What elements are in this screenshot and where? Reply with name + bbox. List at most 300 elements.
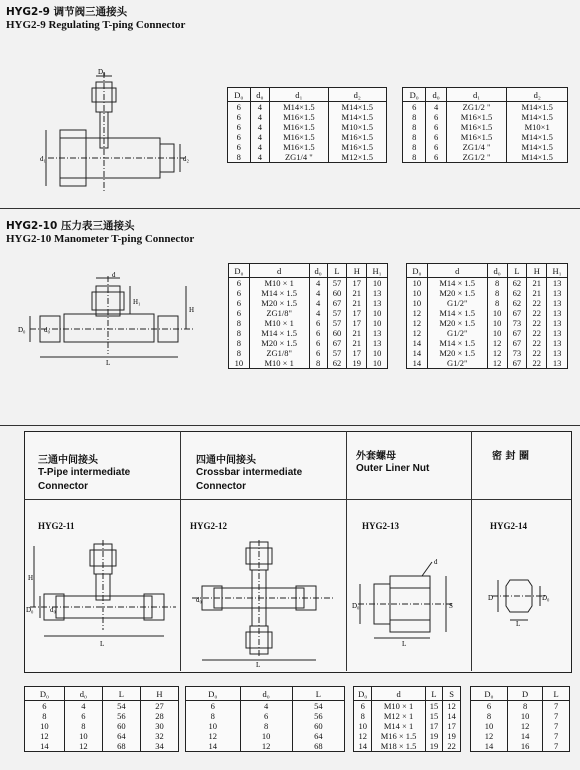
table-cell: 6	[25, 701, 65, 712]
table-cell: 10	[407, 278, 428, 289]
table-row	[471, 731, 570, 741]
table-cell: M14 × 1.5	[249, 328, 309, 338]
table-row	[25, 701, 179, 712]
table-cell: 22	[443, 741, 461, 752]
sec2-title-cn: HYG2-10 压力表三通接头	[6, 220, 135, 232]
svg-text:D₀: D₀	[26, 606, 34, 614]
table-cell: 8	[229, 348, 250, 358]
table-cell: 8	[487, 298, 507, 308]
table-cell: 6	[403, 102, 426, 113]
table-cell: M14×1.5	[328, 112, 386, 122]
hyg2-13-drawing	[352, 556, 464, 646]
table-row	[471, 711, 570, 721]
table-cell: M20 × 1.5	[427, 288, 487, 298]
column-header: d₂	[507, 88, 568, 102]
table-cell: 13	[547, 278, 568, 289]
table-cell: 8	[309, 358, 327, 369]
table-cell: 64	[292, 731, 344, 741]
table-cell: 6	[228, 112, 251, 122]
column-header: D₀	[186, 687, 241, 701]
table-row	[471, 741, 570, 752]
table-cell: 6	[229, 308, 250, 318]
table-cell: 8	[240, 721, 292, 731]
hyg2-14-table	[470, 686, 570, 752]
table-cell: 13	[547, 318, 568, 328]
table-cell: 21	[527, 288, 547, 298]
table-cell: M10 × 1	[249, 278, 309, 289]
svg-text:D₀: D₀	[18, 326, 26, 334]
table-row	[354, 721, 461, 731]
table-cell: M12×1.5	[328, 152, 386, 163]
table-cell: 7	[543, 721, 570, 731]
table-cell: 12	[487, 348, 507, 358]
table-cell: ZG1/8"	[249, 308, 309, 318]
table-cell: 4	[64, 701, 102, 712]
svg-text:L: L	[402, 640, 407, 648]
table-row	[186, 731, 345, 741]
table-row	[186, 701, 345, 712]
table-cell: 13	[547, 298, 568, 308]
table-row	[229, 278, 388, 289]
table-cell: 22	[527, 358, 547, 369]
table-row	[407, 358, 568, 369]
table-cell: 27	[140, 701, 178, 712]
table-cell: M20 × 1.5	[249, 338, 309, 348]
table-cell: 17	[347, 308, 367, 318]
column-header: D₀	[228, 88, 251, 102]
table-cell: M14×1.5	[507, 112, 568, 122]
column-header: H	[347, 264, 367, 278]
table-cell: 6	[229, 278, 250, 289]
column-header: d₀	[64, 687, 102, 701]
table-cell: M14 × 1.5	[249, 288, 309, 298]
table-cell: 12	[443, 701, 461, 712]
caption-hyg2-12: 四通中间接头 Crossbar intermediate Connector	[196, 455, 303, 492]
svg-text:L: L	[106, 359, 111, 367]
svg-text:d₀: d₀	[50, 606, 56, 614]
table-cell: 67	[327, 338, 347, 348]
table-cell: M14×1.5	[270, 102, 328, 113]
hyg2-13-table	[353, 686, 461, 752]
table-cell: 6	[228, 132, 251, 142]
table-cell: 54	[102, 701, 140, 712]
table-row	[229, 318, 388, 328]
table-cell: 57	[327, 308, 347, 318]
table-cell: 8	[229, 338, 250, 348]
table-cell: 60	[327, 288, 347, 298]
table-cell: 4	[240, 701, 292, 712]
table-cell: M16×1.5	[328, 132, 386, 142]
column-header: d	[427, 264, 487, 278]
table-cell: 10	[507, 711, 542, 721]
table-cell: 8	[403, 132, 426, 142]
table-cell: 10	[240, 731, 292, 741]
table-cell: 60	[327, 328, 347, 338]
column-header: d₀	[426, 88, 446, 102]
table-cell: 13	[367, 288, 388, 298]
label-d2: d₂	[183, 155, 189, 163]
table-cell: 22	[527, 318, 547, 328]
table-cell: M16×1.5	[270, 132, 328, 142]
table-cell: M14 × 1.5	[427, 338, 487, 348]
column-header: d₀	[487, 264, 507, 278]
table-row	[228, 122, 387, 132]
table-cell: M16 × 1.5	[372, 731, 425, 741]
column-header: d₂	[328, 88, 386, 102]
table-row	[354, 701, 461, 712]
table-cell: 6	[228, 122, 251, 132]
table-cell: 6	[229, 298, 250, 308]
table-cell: ZG1/8"	[249, 348, 309, 358]
model-hyg2-13: HYG2-13	[362, 521, 399, 531]
table-cell: M14×1.5	[507, 142, 568, 152]
table-header-row	[407, 264, 568, 278]
table-cell: 19	[347, 358, 367, 369]
table-cell: 60	[102, 721, 140, 731]
caption-hyg2-13: 外套螺母 Outer Liner Nut	[356, 451, 430, 474]
model-hyg2-11: HYG2-11	[38, 521, 75, 531]
svg-text:d: d	[112, 271, 116, 279]
table-cell: 6	[64, 711, 102, 721]
column-header: D	[507, 687, 542, 701]
table-cell: 57	[327, 318, 347, 328]
table-cell: 22	[527, 328, 547, 338]
table-cell: 13	[367, 298, 388, 308]
table-row	[354, 711, 461, 721]
sec1-title-cn: HYG2-9 调节阀三通接头	[6, 6, 128, 18]
table-cell: 14	[471, 741, 508, 752]
table-cell: 6	[309, 338, 327, 348]
table-cell: 8	[228, 152, 251, 163]
table-cell: 6	[426, 112, 446, 122]
table-cell: 10	[487, 328, 507, 338]
table-cell: 12	[64, 741, 102, 752]
table-cell: 67	[327, 298, 347, 308]
table-row	[229, 308, 388, 318]
table-row	[407, 288, 568, 298]
table-cell: 16	[507, 741, 542, 752]
table-cell: 8	[186, 711, 241, 721]
table-cell: M16×1.5	[446, 132, 507, 142]
table-cell: 67	[507, 328, 527, 338]
table-cell: 22	[527, 298, 547, 308]
column-header: H	[140, 687, 178, 701]
table-cell: 13	[547, 348, 568, 358]
table-cell: 8	[471, 711, 508, 721]
table-cell: M16×1.5	[270, 112, 328, 122]
table-row	[407, 338, 568, 348]
table-row	[186, 711, 345, 721]
section-divider-1	[0, 208, 580, 209]
table-cell: 17	[347, 318, 367, 328]
table-cell: 10	[487, 318, 507, 328]
hyg2-9-table-a	[227, 87, 387, 163]
table-cell: 14	[407, 358, 428, 369]
hyg2-11-table	[24, 686, 179, 752]
table-row	[25, 711, 179, 721]
table-cell: M10×1.5	[328, 122, 386, 132]
svg-text:d₀: d₀	[196, 596, 202, 604]
table-cell: 22	[527, 348, 547, 358]
column-header: D₀	[407, 264, 428, 278]
svg-text:L: L	[516, 620, 521, 628]
table-row	[228, 132, 387, 142]
table-cell: 14	[354, 741, 372, 752]
table-cell: 73	[507, 318, 527, 328]
table-cell: 10	[407, 288, 428, 298]
table-cell: G1/2"	[427, 358, 487, 369]
table-cell: 10	[354, 721, 372, 731]
table-cell: 12	[354, 731, 372, 741]
table-cell: 68	[102, 741, 140, 752]
table-cell: 6	[229, 288, 250, 298]
table-row	[228, 142, 387, 152]
section-divider-2	[0, 425, 580, 426]
table-cell: 13	[547, 288, 568, 298]
table-cell: 12	[487, 358, 507, 369]
table-row	[407, 308, 568, 318]
hyg2-12-drawing	[184, 540, 344, 668]
table-cell: 62	[507, 288, 527, 298]
table-cell: G1/2"	[427, 298, 487, 308]
table-cell: 56	[102, 711, 140, 721]
table-row	[229, 358, 388, 369]
table-cell: G1/2"	[427, 328, 487, 338]
label-d1: d₁	[40, 155, 46, 163]
table-cell: 13	[547, 358, 568, 369]
table-cell: M10×1	[507, 122, 568, 132]
table-cell: 4	[250, 112, 270, 122]
table-cell: 10	[367, 348, 388, 358]
table-cell: 10	[367, 318, 388, 328]
table-cell: M14×1.5	[507, 102, 568, 113]
table-cell: 10	[64, 731, 102, 741]
table-cell: 21	[347, 328, 367, 338]
table-cell: M14 × 1	[372, 721, 425, 731]
table-row	[25, 741, 179, 752]
table-cell: 28	[140, 711, 178, 721]
svg-text:H: H	[189, 306, 195, 314]
table-cell: M14×1.5	[507, 132, 568, 142]
table-header-row	[25, 687, 179, 701]
table-header-row	[228, 88, 387, 102]
table-cell: 8	[487, 278, 507, 289]
table-cell: 6	[309, 328, 327, 338]
table-cell: 4	[426, 102, 446, 113]
table-cell: 21	[347, 288, 367, 298]
table-cell: M16×1.5	[270, 122, 328, 132]
table-cell: 6	[354, 701, 372, 712]
table-header-row	[403, 88, 568, 102]
table-cell: 57	[327, 278, 347, 289]
table-cell: 12	[487, 338, 507, 348]
table-row	[407, 318, 568, 328]
column-header: d	[372, 687, 425, 701]
hyg2-9-drawing	[40, 68, 200, 198]
table-cell: 14	[186, 741, 241, 752]
table-cell: 12	[25, 731, 65, 741]
table-cell: 6	[426, 152, 446, 163]
table-row	[403, 122, 568, 132]
hyg2-10-drawing	[14, 272, 204, 367]
table-cell: 6	[186, 701, 241, 712]
table-cell: 60	[292, 721, 344, 731]
table-cell: 22	[527, 338, 547, 348]
column-header: L	[543, 687, 570, 701]
table-cell: 6	[426, 132, 446, 142]
hyg2-10-table-b	[406, 263, 568, 369]
table-cell: ZG1/4 "	[446, 142, 507, 152]
table-cell: 6	[309, 348, 327, 358]
svg-text:L: L	[256, 661, 261, 669]
svg-text:L: L	[100, 640, 105, 648]
table-cell: 13	[367, 328, 388, 338]
column-header: d₀	[309, 264, 327, 278]
table-cell: 62	[507, 278, 527, 289]
table-row	[403, 132, 568, 142]
table-cell: 8	[403, 122, 426, 132]
table-cell: 54	[292, 701, 344, 712]
column-header: d₁	[446, 88, 507, 102]
table-cell: 15	[425, 711, 443, 721]
table-row	[403, 102, 568, 113]
table-cell: 4	[250, 152, 270, 163]
hyg2-11-drawing	[24, 540, 180, 655]
table-cell: 21	[527, 278, 547, 289]
table-cell: M16×1.5	[446, 122, 507, 132]
table-cell: M16×1.5	[446, 112, 507, 122]
table-cell: 6	[471, 701, 508, 712]
table-cell: 7	[543, 731, 570, 741]
table-cell: 19	[443, 731, 461, 741]
table-row	[403, 142, 568, 152]
hyg2-9-table-b	[402, 87, 568, 163]
table-header-row	[229, 264, 388, 278]
table-cell: 19	[425, 741, 443, 752]
table-row	[228, 152, 387, 163]
table-cell: 62	[327, 358, 347, 369]
table-row	[403, 112, 568, 122]
table-cell: 14	[507, 731, 542, 741]
table-cell: 17	[425, 721, 443, 731]
table-cell: M14×1.5	[328, 102, 386, 113]
table-cell: 8	[507, 701, 542, 712]
table-row	[228, 112, 387, 122]
table-cell: 4	[309, 298, 327, 308]
table-cell: M16×1.5	[328, 142, 386, 152]
column-header: D₀	[354, 687, 372, 701]
table-row	[471, 701, 570, 712]
column-header: S	[443, 687, 461, 701]
caption-hyg2-11: 三通中间接头 T-Pipe intermediate Connector	[38, 455, 131, 492]
table-cell: 14	[407, 338, 428, 348]
table-cell: 30	[140, 721, 178, 731]
table-cell: 13	[367, 338, 388, 348]
table-cell: 4	[250, 102, 270, 113]
table-cell: 7	[543, 701, 570, 712]
caption-hyg2-14: 密 封 圈	[492, 451, 529, 462]
table-cell: 15	[425, 701, 443, 712]
table-cell: M18 × 1.5	[372, 741, 425, 752]
column-header: D₀	[403, 88, 426, 102]
table-cell: 19	[425, 731, 443, 741]
table-cell: 4	[309, 308, 327, 318]
table-cell: M14 × 1.5	[427, 278, 487, 289]
table-cell: M10 × 1	[249, 358, 309, 369]
table-cell: 10	[487, 308, 507, 318]
table-header-row	[186, 687, 345, 701]
column-header: H₁	[367, 264, 388, 278]
table-cell: 8	[229, 318, 250, 328]
table-cell: 4	[250, 142, 270, 152]
table-cell: 6	[228, 142, 251, 152]
label-d0: D₀	[98, 68, 106, 76]
table-cell: 4	[309, 278, 327, 289]
table-cell: 12	[407, 308, 428, 318]
table-cell: M20 × 1.5	[427, 348, 487, 358]
table-cell: 8	[229, 328, 250, 338]
table-cell: 10	[186, 721, 241, 731]
column-header: L	[292, 687, 344, 701]
table-cell: 4	[250, 132, 270, 142]
column-header: D₀	[229, 264, 250, 278]
column-header: D₀	[25, 687, 65, 701]
table-row	[407, 298, 568, 308]
table-cell: 13	[547, 308, 568, 318]
column-header: L	[327, 264, 347, 278]
table-cell: M16×1.5	[270, 142, 328, 152]
table-cell: 8	[487, 288, 507, 298]
sec2-title-en: HYG2-10 Manometer T-ping Connector	[6, 233, 195, 245]
table-cell: M14×1.5	[507, 152, 568, 163]
column-header: L	[507, 264, 527, 278]
column-header: H	[527, 264, 547, 278]
table-row	[25, 731, 179, 741]
table-cell: 10	[471, 721, 508, 731]
table-cell: 6	[228, 102, 251, 113]
table-cell: M20 × 1.5	[249, 298, 309, 308]
table-row	[25, 721, 179, 731]
table-cell: 34	[140, 741, 178, 752]
column-header: d₀	[250, 88, 270, 102]
table-row	[229, 298, 388, 308]
table-cell: 12	[186, 731, 241, 741]
table-cell: 56	[292, 711, 344, 721]
table-cell: 6	[309, 318, 327, 328]
table-cell: 4	[250, 122, 270, 132]
table-header-row	[354, 687, 461, 701]
table-cell: M20 × 1.5	[427, 318, 487, 328]
table-cell: 10	[25, 721, 65, 731]
column-header: d₀	[240, 687, 292, 701]
table-row	[407, 328, 568, 338]
table-row	[228, 102, 387, 113]
table-cell: 67	[507, 358, 527, 369]
table-cell: 67	[507, 308, 527, 318]
table-row	[407, 278, 568, 289]
column-header: d₁	[270, 88, 328, 102]
table-cell: 10	[367, 358, 388, 369]
column-header: D₀	[471, 687, 508, 701]
svg-text:D₀: D₀	[352, 602, 360, 610]
table-cell: 57	[327, 348, 347, 358]
table-cell: 6	[426, 142, 446, 152]
table-cell: 13	[547, 338, 568, 348]
table-cell: 68	[292, 741, 344, 752]
table-cell: 8	[64, 721, 102, 731]
table-row	[186, 721, 345, 731]
table-cell: 10	[229, 358, 250, 369]
